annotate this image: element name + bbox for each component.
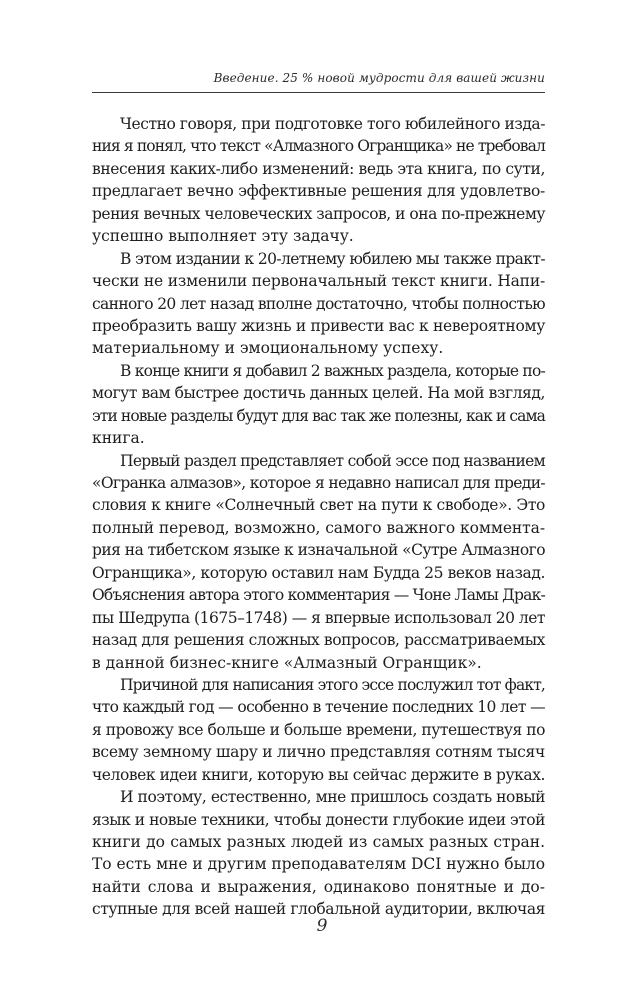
text-line: язык и новые техники, чтобы донести глубокие идеи этой xyxy=(92,810,545,829)
paragraph xyxy=(92,786,545,921)
text-line: Объяснения автора этого комментария — Чоне Ламы Драк- xyxy=(92,586,546,605)
text-line: внесения каких-либо изменений: ведь эта книга, по сути, xyxy=(92,159,545,178)
text-line: что каждый год — особенно в течение последних 10 лет — xyxy=(92,698,545,717)
page-number: 9 xyxy=(316,916,328,936)
text-line: И поэтому, естественно, мне пришлось создать новый xyxy=(120,788,545,807)
text-line: в данной бизнес-книге «Алмазный Огранщик». xyxy=(92,653,482,672)
text-line: материальному и эмоциональному успеху. xyxy=(92,339,444,358)
text-line: назад для решения сложных вопросов, рассматриваемых xyxy=(92,631,545,650)
paragraph xyxy=(92,674,545,786)
paragraph xyxy=(92,360,545,450)
paragraph xyxy=(92,113,545,248)
text-line: словия к книге «Солнечный свет на пути к свободе». Это xyxy=(92,496,545,515)
text-line: рения вечных человеческих запросов, и она по-прежнему xyxy=(92,204,546,223)
text-line: Честно говоря, при подготовке того юбилейного изда- xyxy=(120,115,545,133)
text-line: То есть мне и другим преподавателям DCI нужно было xyxy=(92,855,545,874)
text-line: «Огранка алмазов», которое я недавно написал для преди- xyxy=(92,474,546,492)
body-text xyxy=(92,113,545,921)
text-line: эти новые разделы будут для вас так же полезны, как и сама xyxy=(92,406,545,425)
text-line: преобразить вашу жизнь и привести вас к невероятному xyxy=(92,316,546,335)
text-line: санного 20 лет назад вполне достаточно, чтобы полностью xyxy=(92,294,545,313)
text-line: всему земному шару и лично представляя сотням тысяч xyxy=(92,743,546,762)
text-line: пы Шедрупа (1675–1748) — я впервые использовал 20 лет xyxy=(92,608,545,627)
text-line: чески не изменили первоначальный текст книги. Напи- xyxy=(92,272,545,291)
text-line: могут вам быстрее достичь данных целей. На мой взгляд, xyxy=(92,384,545,403)
text-line: рия на тибетском языке к изначальной «Сутре Алмазного xyxy=(92,541,545,560)
text-line: Причиной для написания этого эссе послужил тот факт, xyxy=(120,675,546,694)
text-line: ния я понял, что текст «Алмазного Огранщика» не требовал xyxy=(92,137,545,156)
text-line: В этом издании к 20-летнему юбилею мы также практ- xyxy=(120,249,545,268)
text-line: я провожу все больше и больше времени, путешествуя по xyxy=(92,720,545,739)
text-line: Первый раздел представляет собой эссе под названием xyxy=(120,451,545,470)
text-line: книги до самых разных людей из самых разных стран. xyxy=(92,833,545,851)
text-line: В конце книги я добавил 2 важных раздела, которые по- xyxy=(120,361,545,380)
text-line: полный перевод, возможно, самого важного коммента- xyxy=(92,518,546,537)
text-line: предлагает вечно эффективные решения для удовлетво- xyxy=(92,182,545,201)
text-line: найти слова и выражения, одинаково понятные и до- xyxy=(92,877,545,896)
text-line: книга. xyxy=(92,429,145,448)
text-line: ступные для всей нашей глобальной аудитории, включая xyxy=(92,900,546,919)
paragraph xyxy=(92,450,545,674)
text-line: человек идеи книги, которую вы сейчас держите в руках. xyxy=(92,765,546,784)
paragraph xyxy=(92,248,545,360)
text-line: успешно выполняет эту задачу. xyxy=(92,227,354,246)
text-line: Огранщика», которую оставил нам Будда 25 веков назад. xyxy=(92,563,545,582)
running-head: Введение. 25 % новой мудрости для вашей жизни xyxy=(213,71,545,85)
header-rule xyxy=(92,92,545,93)
